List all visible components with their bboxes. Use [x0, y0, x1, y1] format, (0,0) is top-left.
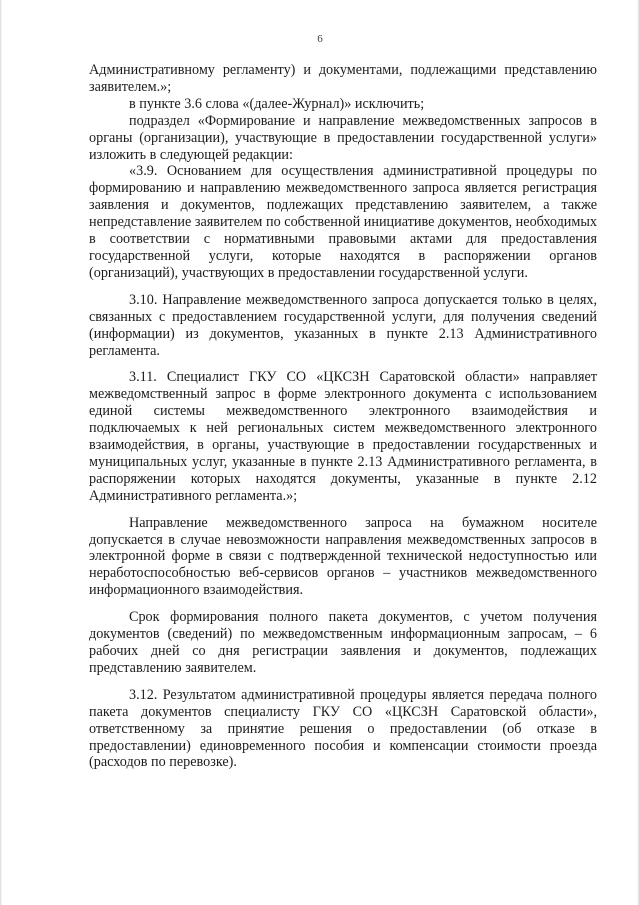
paragraph-continuation: Административному регламенту) и документами, подлежащими представлению заявителем.»; — [89, 62, 597, 95]
paragraph-subsection-intro: подраздел «Формирование и направление межведомственных запросов в органы (организации), участвующие в предоставлении государственной услуги» изложить в следующей редакции: — [89, 112, 597, 163]
paragraph-deadline: Срок формирования полного пакета документов, с учетом получения документов (сведений) по межведомственным информационным запросам, – 6 рабочих дней со дня регистрации заявления и документов, подлежащих представлению заявителем. — [89, 609, 597, 676]
scan-edge-left — [0, 0, 2, 905]
page-number: 6 — [317, 33, 323, 45]
paragraph-paper-request: Направление межведомственного запроса на бумажном носителе допускается в случае невозможности направления межведомственных запросов в электронной форме в связи с подтвержденной технической недоступностью или неработоспособностью веб-сервисов органов – участников межведомственного информационного взаимодействия. — [89, 514, 597, 599]
paragraph-3-12: 3.12. Результатом административной процедуры является передача полного пакета документов специалисту ГКУ СО «ЦКСЗН Саратовской области», ответственному за принятие решения о предоставлении (об отказе в предоставлении) единовременного пособия и компенсации стоимости проезда (расходов по перевозке). — [89, 686, 597, 771]
document-body — [89, 62, 597, 771]
paragraph-amendment-3-6: в пункте 3.6 слова «(далее-Журнал)» исключить; — [129, 95, 425, 112]
paragraph-3-10: 3.10. Направление межведомственного запроса допускается только в целях, связанных с предоставлением государственной услуги, для получения сведений (информации) из документов, указанных в пункте 2.13 Административного регламента. — [89, 291, 597, 359]
paragraph-3-11: 3.11. Специалист ГКУ СО «ЦКСЗН Саратовской области» направляет межведомственный запрос в форме электронного документа с использованием единой системы межведомственного электронного взаимодействия и подключаемых к ней региональных систем межведомственного электронного взаимодействия, в органы, участвующие в предоставлении государственных и муниципальных услуг, указанные в пункте 2.13 Административного регламента, в распоряжении которых находятся документы, указанные в пункте 2.12 Административного регламента.»; — [89, 369, 597, 504]
paragraph-3-9: «3.9. Основанием для осуществления административной процедуры по формированию и направлению межведомственного запроса является регистрация заявления и документов, подлежащих представлению заявителем, а также непредставление заявителем по собственной инициативе документов, необходимых в соответствии с нормативными правовыми актами для предоставления государственной услуги, которые находятся в распоряжении органов (организаций), участвующих в предоставлении государственной услуги. — [89, 163, 597, 281]
